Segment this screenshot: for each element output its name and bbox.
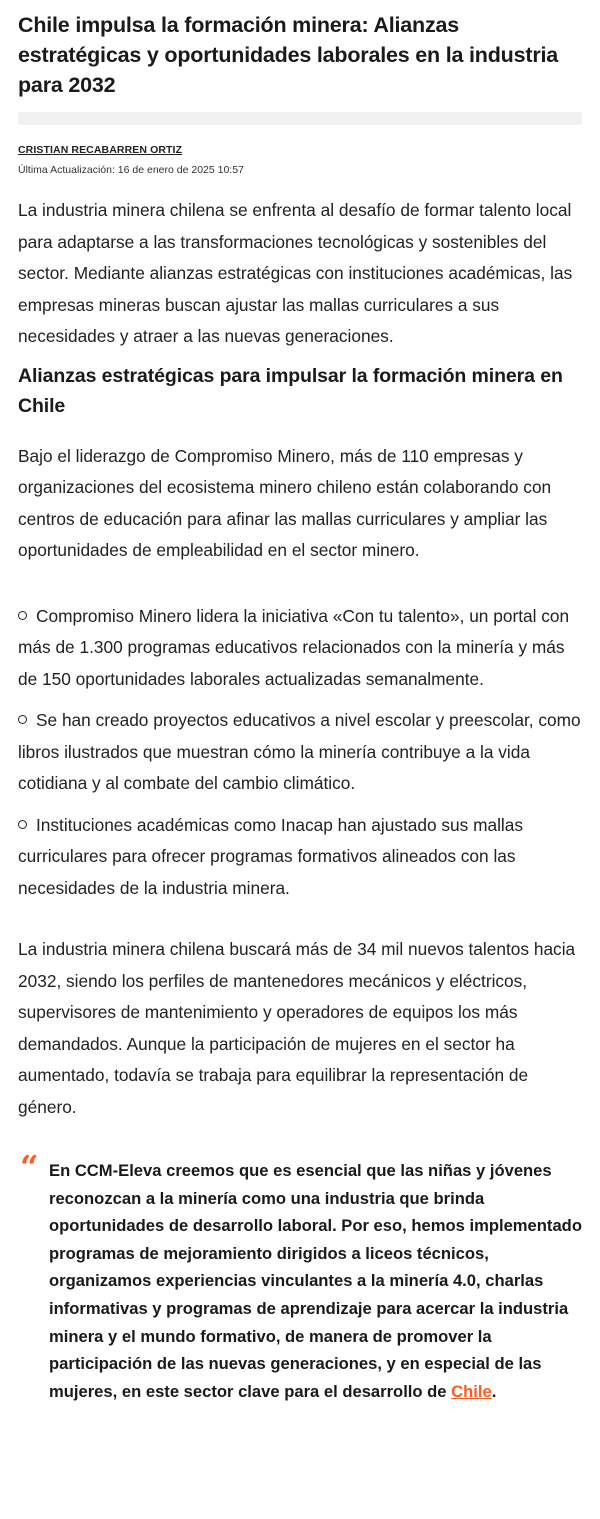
section-heading: Alianzas estratégicas para impulsar la formación minera en Chile bbox=[18, 364, 563, 417]
quote-open-icon: “ bbox=[20, 1148, 39, 1186]
blockquote bbox=[18, 1148, 582, 1405]
author-link[interactable]: CRISTIAN RECABARREN ORTIZ bbox=[18, 144, 183, 156]
circle-bullet-icon bbox=[18, 611, 27, 620]
article-title: Chile impulsa la formación minera: Alianzas estratégicas y oportunidades laborales en la industria para 2032 bbox=[18, 13, 559, 97]
quote-body: En CCM-Eleva creemos que es esencial que las niñas y jóvenes reconozcan a la minería como una industria que brinda oportunidades de desarrollo laboral. Por eso, hemos implementado programas de mejoramiento dirigidos a liceos técnicos, organizamos experiencias vinculantes a la minería 4.0, charlas informativas y programas de aprendizaje para acercar la industria minera y el mundo formativo, de manera de promover la participación de las nuevas generaciones, y en especial de las mujeres, en este sector clave para el desarrollo de bbox=[49, 1161, 582, 1401]
list-item bbox=[18, 601, 582, 696]
last-updated: Última Actualización: 16 de enero de 2025 10:57 bbox=[18, 164, 244, 176]
list-item-text: Instituciones académicas como Inacap han ajustado sus mallas curriculares para ofrecer programas formativos alineados con las necesidades de la industria minera. bbox=[18, 814, 524, 898]
closing-paragraph: La industria minera chilena buscará más de 34 mil nuevos talentos hacia 2032, siendo los perfiles de mantenedores mecánicos y eléctricos, supervisores de mantenimiento y operadores de equipos los más demandados. Aunque la participación de mujeres en el sector ha aumentado, todavía se trabaja para equilibrar la representación de género. bbox=[18, 939, 576, 1117]
bullet-list bbox=[18, 601, 582, 905]
article bbox=[0, 10, 600, 1405]
intro-paragraph: Bajo el liderazgo de Compromiso Minero, más de 110 empresas y organizaciones del ecosistema minero chileno están colaborando con centros de educación para afinar las mallas curriculares y ampliar las oportunidades de empleabilidad en el sector minero. bbox=[18, 445, 552, 560]
list-item-text: Se han creado proyectos educativos a nivel escolar y preescolar, como libros ilustrados que muestran cómo la minería contribuye a la vida cotidiana y al combate del cambio climático. bbox=[18, 710, 581, 793]
chile-link[interactable]: Chile bbox=[451, 1381, 492, 1401]
quote-end: . bbox=[491, 1381, 497, 1401]
quote-text bbox=[49, 1157, 582, 1405]
title-divider bbox=[18, 112, 582, 125]
circle-bullet-icon bbox=[18, 820, 27, 829]
circle-bullet-icon bbox=[18, 715, 27, 724]
list-item bbox=[18, 810, 582, 905]
list-item bbox=[18, 705, 582, 800]
lead-paragraph: La industria minera chilena se enfrenta al desafío de formar talento local para adaptarse a las transformaciones tecnológicas y sostenibles del sector. Mediante alianzas estratégicas con instituciones académicas, las empresas mineras buscan ajustar las mallas curriculares a sus necesidades y atraer a las nuevas generaciones. bbox=[18, 200, 573, 346]
list-item-text: Compromiso Minero lidera la iniciativa «Con tu talento», un portal con más de 1.300 programas educativos relacionados con la minería y más de 150 oportunidades laborales actualizadas semanalmente. bbox=[18, 605, 570, 689]
